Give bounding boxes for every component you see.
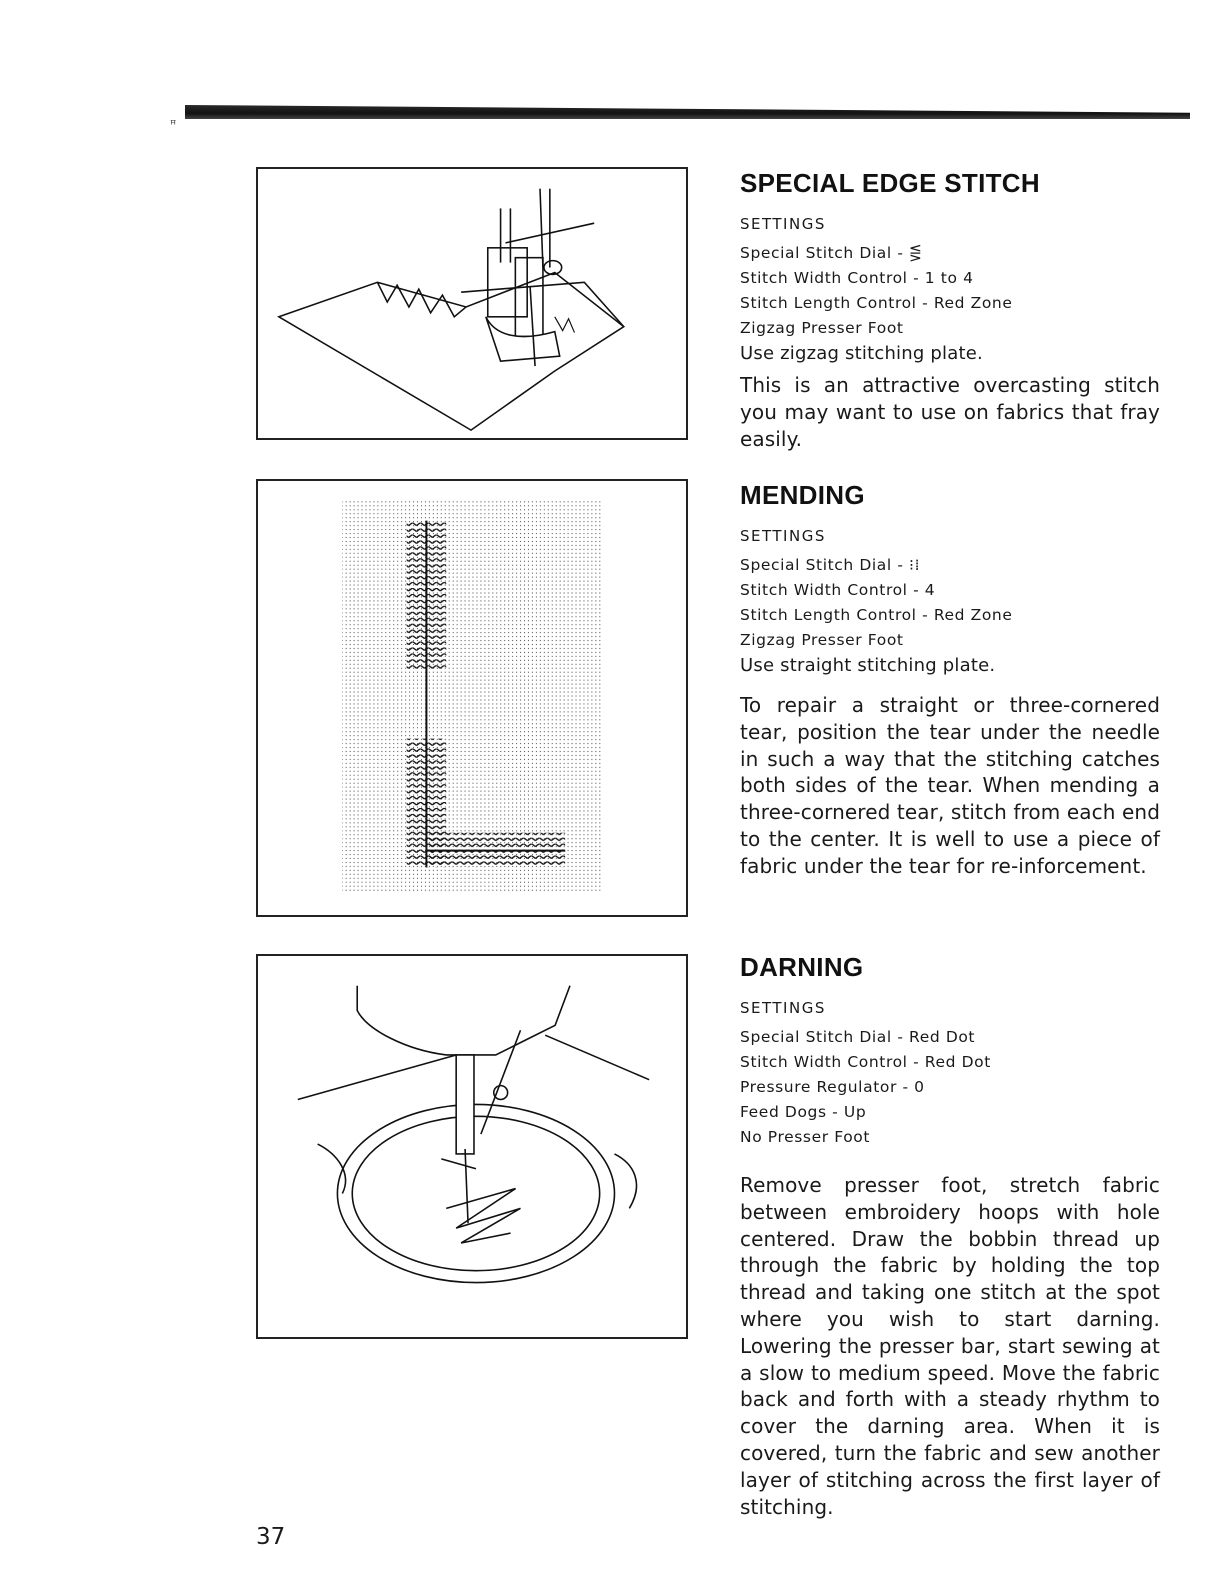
section-paragraph: To repair a straight or three-cornered tear, position the tear under the needle in such a way that the stitching catches both sides of the tear. When mending a three-cornered tear, stitch from each end to the center. It is well to use a piece of fabric under the tear for re-inforcement. (740, 693, 1160, 878)
setting-line: Zigzag Presser Foot (740, 319, 904, 337)
section-heading: MENDING (740, 480, 865, 510)
section-heading: SPECIAL EDGE STITCH (740, 168, 1040, 198)
section-paragraph: This is an attractive overcasting stitch you may want to use on fabrics that fray easily. (740, 373, 1160, 451)
darning-illustration (256, 954, 688, 1339)
section-mending (740, 480, 1160, 880)
setting-line: No Presser Foot (740, 1128, 871, 1146)
page-number: 37 (256, 1524, 286, 1550)
section-heading: DARNING (740, 952, 864, 982)
setting-line: Pressure Regulator - 0 (740, 1078, 925, 1096)
plate-note: Use zigzag stitching plate. (740, 343, 983, 364)
section-special-edge-stitch (740, 168, 1160, 452)
setting-line: Special Stitch Dial - ⋚ (740, 244, 923, 262)
settings-title: SETTINGS (740, 999, 826, 1017)
setting-line: Stitch Length Control - Red Zone (740, 606, 1013, 624)
corner-mark: ꟸ (170, 118, 177, 131)
setting-line: Stitch Length Control - Red Zone (740, 294, 1013, 312)
top-rule (185, 105, 1190, 119)
setting-line: Feed Dogs - Up (740, 1103, 867, 1121)
settings-title: SETTINGS (740, 215, 826, 233)
section-paragraph: Remove presser foot, stretch fabric between embroidery hoops with hole centered. Draw the bobbin thread up through the fabric by holding the top thread and taking one stitch at the spot where you wish to start darning. Lowering the presser bar, start sewing at a slow to medium speed. Move the fabric back and forth with a steady rhythm to cover the darning area. When it is covered, turn the fabric and sew another layer of stitching across the first layer of stitching. (740, 1173, 1160, 1519)
setting-line: Zigzag Presser Foot (740, 631, 904, 649)
setting-line: Stitch Width Control - Red Dot (740, 1053, 991, 1071)
plate-note: Use straight stitching plate. (740, 655, 996, 676)
settings-title: SETTINGS (740, 527, 826, 545)
setting-line: Special Stitch Dial - Red Dot (740, 1028, 976, 1046)
section-darning (740, 952, 1160, 1520)
setting-line: Stitch Width Control - 4 (740, 581, 936, 599)
mending-illustration (256, 479, 688, 917)
setting-line: Special Stitch Dial - ⁝⁞ (740, 556, 921, 574)
setting-line: Stitch Width Control - 1 to 4 (740, 269, 974, 287)
edge-stitch-illustration (256, 167, 688, 440)
